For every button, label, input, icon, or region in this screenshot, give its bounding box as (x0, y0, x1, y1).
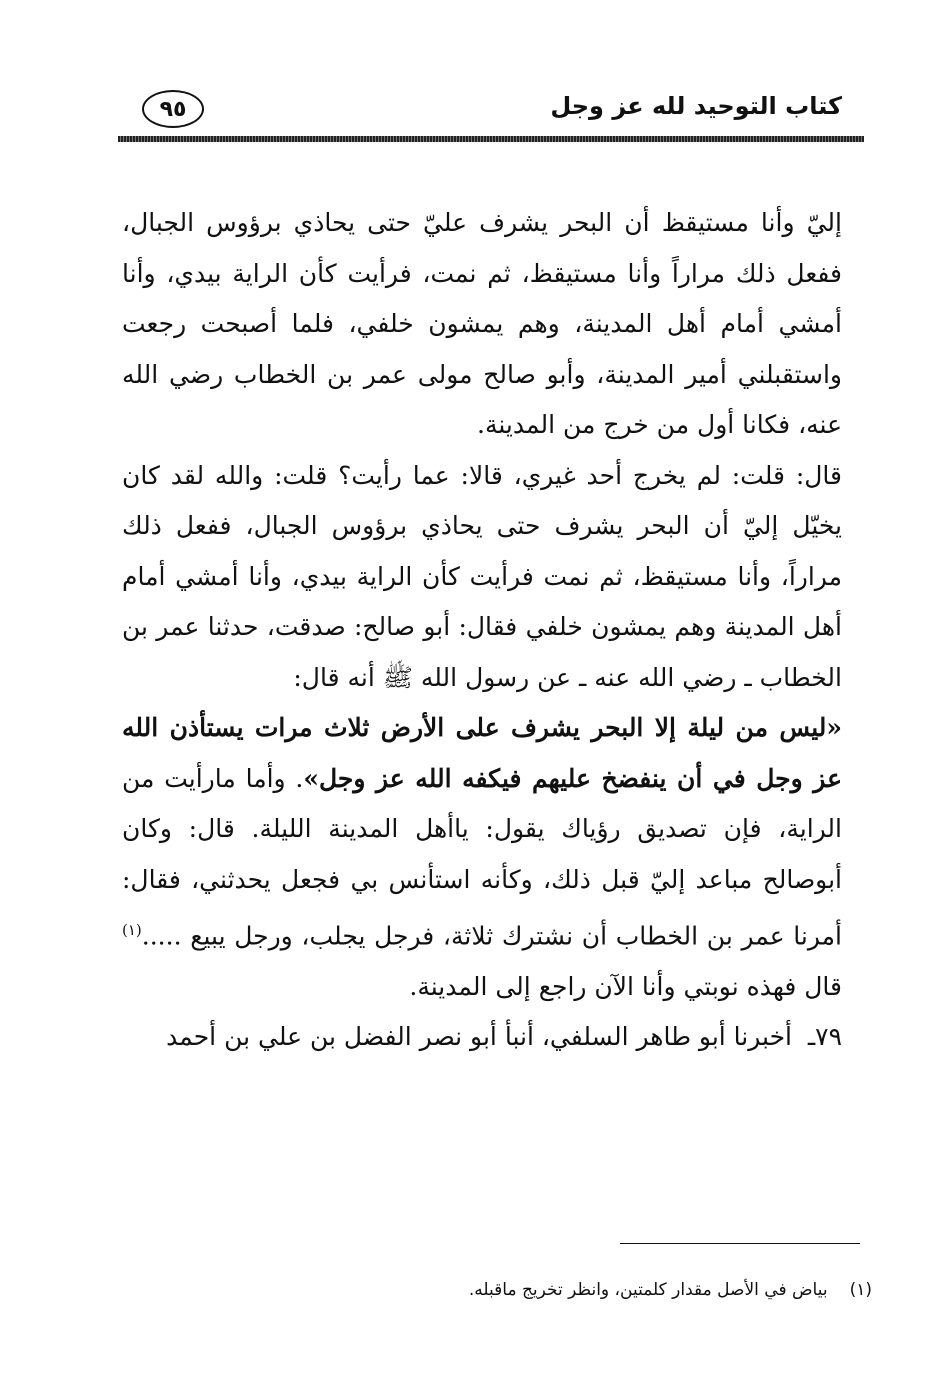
page-body (122, 198, 842, 1063)
footnote-separator (620, 1243, 860, 1244)
paragraph-3-end: قال فهذه نوبتي وأنا الآن راجع إلى المدينة. (409, 971, 842, 1001)
footnote-text: بياض في الأصل مقدار كلمتين، وانظر تخريج ماقبله. (468, 1280, 828, 1300)
item-number: ٧٩ـ (807, 1022, 842, 1052)
narration-item (122, 1012, 842, 1063)
hadith-text: «ليس من ليلة إلا البحر يشرف على الأرض ثلاث مرات يستأذن الله عز وجل في أن ينفضخ عليهم فيكفه الله عز وجل» (122, 713, 842, 793)
paragraph-3 (122, 703, 842, 1012)
paragraph-1: إليّ وأنا مستيقظ أن البحر يشرف عليّ حتى يحاذي برؤوس الجبال، ففعل ذلك مراراً وأنا مستيقظ، ثم نمت، فرأيت كأن الراية بيدي، وأنا أمشي أمام أهل المدينة، وهم يمشون خلفي، فلما أصبحت رجعت واستقبلني أمير المدينة، وأبو صالح مولى عمر بن الخطاب رضي الله عنه، فكانا أول من خرج من المدينة. (122, 208, 842, 439)
book-title: كتاب التوحيد لله عز وجل (550, 92, 842, 120)
header-rule (118, 136, 864, 142)
footnote-marker: (١) (849, 1280, 872, 1300)
footnote (300, 1280, 872, 1300)
item-text: أخبرنا أبو طاهر السلفي، أنبأ أبو نصر الفضل بن علي بن أحمد (166, 1022, 792, 1052)
paragraph-2: قال: قلت: لم يخرج أحد غيري، قالا: عما رأيت؟ قلت: والله لقد كان يخيّل إليّ أن البحر يشرف حتى يحاذي برؤوس الجبال، ففعل ذلك مراراً، وأنا مستيقظ، ثم نمت فرأيت كأن الراية بيدي، وأنا أمشي أمام أهل المدينة وهم يمشون خلفي فقال: أبو صالح: صدقت، حدثنا عمر بن الخطاب ـ رضي الله عنه ـ عن رسول الله ﷺ أنه قال: (122, 460, 842, 692)
paragraph-3-continued: . وأما مارأيت من الراية، فإن تصديق رؤياك يقول: ياأهل المدينة الليلة. قال: وكان أبوصالح مباعد إليّ قبل ذلك، وكأنه استأنس بي فجعل يحدثني، فقال: أمرنا عمر بن الخطاب أن نشترك ثلاثة، فرجل يجلب، ورجل يبيع ..... (122, 763, 842, 951)
footnote-reference[interactable]: (١) (122, 921, 142, 939)
page-header (118, 84, 864, 140)
page-number: ٩٥ (142, 90, 204, 128)
